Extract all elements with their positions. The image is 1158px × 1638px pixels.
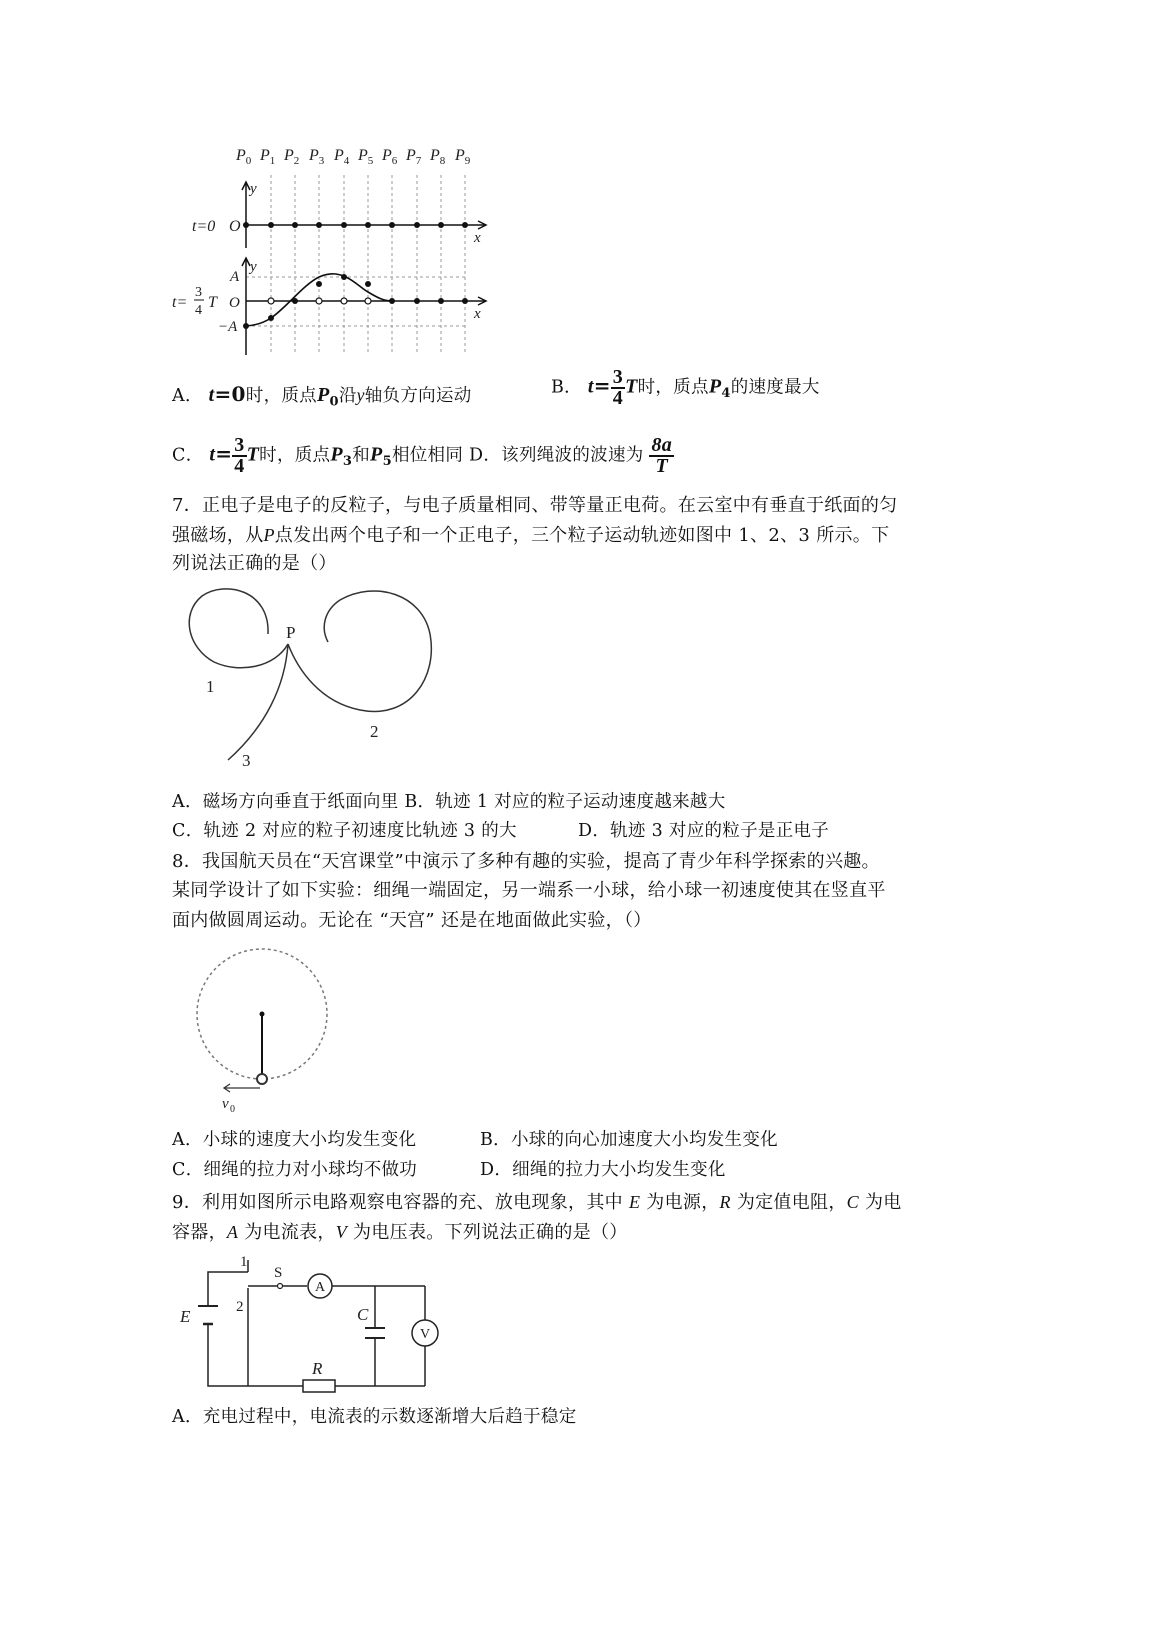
capacitor-label: C <box>357 1305 369 1324</box>
row1-y-label: y <box>250 181 257 197</box>
track-label-2: 2 <box>370 722 379 741</box>
voltmeter-label: V <box>420 1327 431 1342</box>
q7-line-3: 列说法正确的是（） <box>172 553 337 574</box>
q7-line-1: 7．正电子是电子的反粒子，与电子质量相同、带等量正电荷。在云室中有垂直于纸面的匀 <box>172 495 898 516</box>
row2-y-label: y <box>250 259 257 275</box>
point-label-p7: $P_7$ <box>406 147 422 167</box>
switch-contact-2: 2 <box>236 1299 244 1315</box>
q7-option-d: D．轨迹 3 对应的粒子是正电子 <box>578 821 830 841</box>
row1-origin: O <box>229 218 241 235</box>
q7-option-c: C．轨迹 2 对应的粒子初速度比轨迹 3 的大 <box>172 821 517 841</box>
switch-contact-1: 1 <box>240 1254 248 1270</box>
point-label-p6: $P_6$ <box>382 147 398 167</box>
point-label-p4: $P_4$ <box>334 147 350 167</box>
circuit-figure <box>170 1250 450 1400</box>
resistor <box>303 1380 335 1392</box>
wave-figure <box>168 140 508 360</box>
point-label-p5: $P_5$ <box>358 147 374 167</box>
ammeter-label: A <box>315 1280 326 1295</box>
q8-option-c: C．细绳的拉力对小球均不做功 <box>172 1160 418 1180</box>
q8-option-b: B．小球的向心加速度大小均发生变化 <box>480 1130 778 1150</box>
row2-time-den: 4 <box>195 303 202 318</box>
particle-track-figure <box>180 582 450 774</box>
tracks <box>189 589 431 760</box>
ball <box>257 1074 267 1084</box>
row2-time-T: T <box>208 294 217 311</box>
q8-line-2: 某同学设计了如下实验：细绳一端固定，另一端系一小球，给小球一初速度使其在竖直平 <box>172 880 886 901</box>
grid-lines <box>246 175 468 352</box>
velocity-subscript: 0 <box>230 1104 235 1114</box>
point-label-p3: $P_3$ <box>309 147 325 167</box>
q8-line-3: 面内做圆周运动。无论在 “天宫” 还是在地面做此实验，（） <box>172 910 652 931</box>
q6-option-c: C． t= $\frac{3}{4}$ T时，质点$P_3$和$P_5$相位相同 D．该列绳波的波速为 $\frac{8a}{T}$ <box>172 434 673 477</box>
q8-option-a: A．小球的速度大小均发生变化 <box>172 1130 417 1150</box>
point-label-p8: $P_8$ <box>430 147 446 167</box>
resistor-label: R <box>312 1359 323 1378</box>
switch-pivot <box>278 1284 283 1289</box>
point-label-p9: $P_9$ <box>455 147 471 167</box>
row2-x-label: x <box>474 306 481 322</box>
q9-option-a: A．充电过程中，电流表的示数逐渐增大后趋于稳定 <box>172 1407 577 1427</box>
row2-amp-pos: A <box>230 269 240 285</box>
q9-line-2: 容器，A 为电流表，V 为电压表。下列说法正确的是（） <box>172 1222 628 1243</box>
point-label-p1: $P_1$ <box>260 147 276 167</box>
q7-options-ab: A．磁场方向垂直于纸面向里 B．轨迹 1 对应的粒子运动速度越来越大 <box>172 792 726 812</box>
switch-label: S <box>274 1265 283 1281</box>
q6-option-a: A． t=0时，质点$P_0$沿y轴负方向运动 <box>172 382 472 410</box>
q8-line-1: 8．我国航天员在“天宫课堂”中演示了多种有趣的实验，提高了青少年科学探索的兴趣。 <box>172 851 880 872</box>
q8-option-d: D．细绳的拉力大小均发生变化 <box>480 1160 726 1180</box>
row2-amp-neg: −A <box>218 319 238 335</box>
point-label-p2: $P_2$ <box>284 147 300 167</box>
row1-axes <box>242 182 486 248</box>
velocity-label: v <box>222 1096 229 1112</box>
fixed-point <box>260 1012 265 1017</box>
row1-time-label: t=0 <box>192 218 216 235</box>
track-point-p: P <box>286 623 296 642</box>
track-label-1: 1 <box>206 677 215 696</box>
q7-line-2: 强磁场，从P点发出两个电子和一个正电子，三个粒子运动轨迹如图中 1、2、3 所示。下 <box>172 525 890 546</box>
row2-time-num: 3 <box>195 285 202 300</box>
q6-option-b: B． t= $\frac{3}{4}$ T时，质点$P_4$的速度最大 <box>551 366 820 409</box>
row2-axes <box>242 258 486 355</box>
circular-motion-figure <box>190 938 340 1114</box>
point-label-p0: $P_0$ <box>236 147 252 167</box>
q9-line-1: 9．利用如图所示电路观察电容器的充、放电现象，其中 E 为电源，R 为定值电阻，C 为电 <box>172 1192 902 1213</box>
battery-label: E <box>180 1307 191 1326</box>
row2-time-prefix: t= <box>172 294 188 311</box>
row2-origin: O <box>229 295 240 311</box>
point-labels <box>235 147 471 167</box>
track-label-3: 3 <box>242 751 251 770</box>
row1-x-label: x <box>474 230 481 246</box>
